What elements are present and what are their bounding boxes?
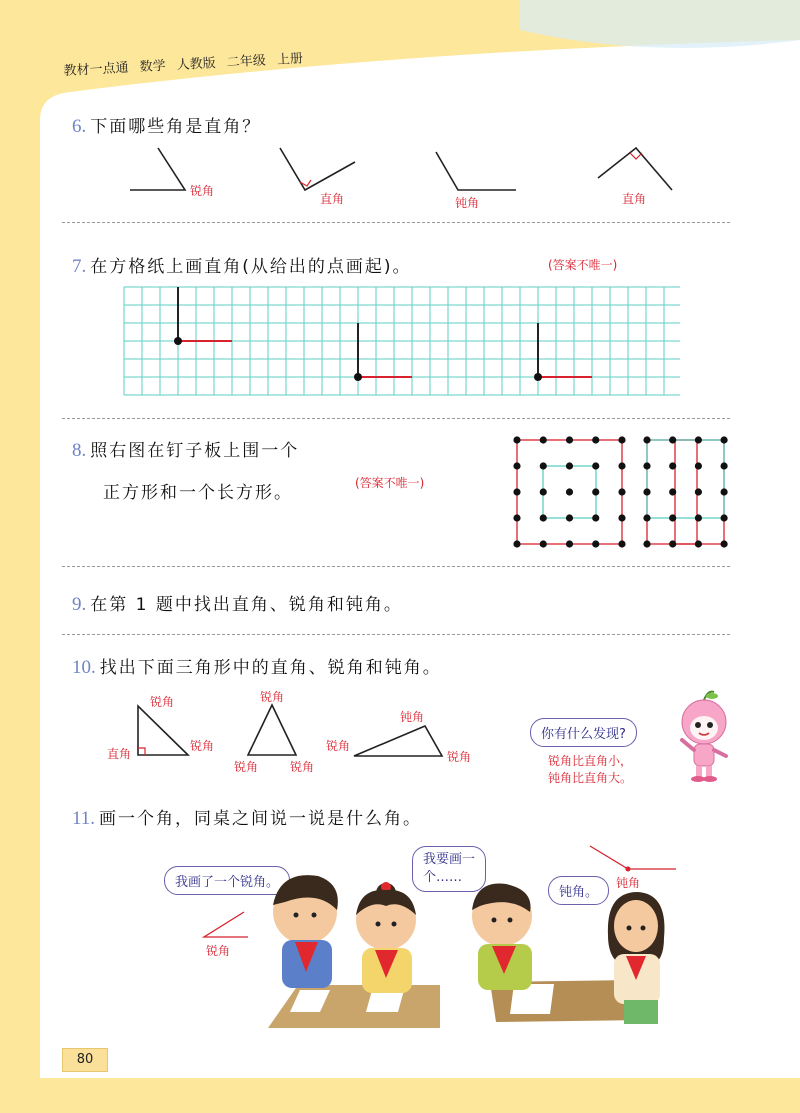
q7-note: (答案不唯一) (548, 258, 618, 272)
question-9-number: 9. (72, 594, 87, 615)
q6-answer-1: 锐角 (190, 184, 215, 198)
q11-bubble-2-line2: 个…… (423, 870, 463, 885)
question-7-number: 7. (72, 256, 87, 277)
question-8-number: 8. (72, 440, 87, 461)
q10-speech-bubble: 你有什么发现? (530, 718, 637, 747)
q10-t3-left: 锐角 (326, 739, 351, 753)
boy-1-figure (273, 875, 338, 988)
question-6-number: 6. (72, 116, 87, 137)
q6-answer-3: 钝角 (455, 196, 480, 210)
q11-label-right: 钝角 (616, 876, 641, 890)
header-grade: 二年级 (226, 53, 267, 71)
question-7-text: 在方格纸上画直角(从给出的点画起)。 (90, 257, 412, 277)
girl-1-figure (356, 882, 416, 993)
question-11-number: 11. (72, 808, 96, 829)
q10-t1-left: 直角 (107, 747, 132, 761)
header-book: 教材一点通 (63, 60, 129, 79)
header-volume: 上册 (276, 51, 304, 68)
q10-t1-top: 锐角 (150, 695, 175, 709)
q11-bubble-3: 钝角。 (548, 876, 609, 905)
q10-t3-top: 钝角 (400, 710, 425, 724)
q11-acute-angle-drawing (204, 912, 248, 937)
question-9-text: 在第 1 题中找出直角、锐角和钝角。 (90, 595, 403, 615)
header-edition: 人教版 (176, 56, 217, 74)
page-number: 80 (62, 1048, 108, 1072)
boy-2-figure (472, 884, 532, 990)
question-8-text-line1: 照右图在钉子板上围一个 (90, 441, 300, 461)
q10-t1-right: 锐角 (190, 739, 215, 753)
q6-answer-4: 直角 (622, 192, 647, 206)
question-11-text: 画一个角，同桌之间说一说是什么角。 (99, 809, 423, 829)
q10-answer-line2: 钝角比直角大。 (548, 771, 633, 785)
question-8-text-line2: 正方形和一个长方形。 (103, 483, 293, 503)
q10-t3-right: 锐角 (447, 750, 472, 764)
q11-obtuse-angle-drawing (590, 846, 676, 869)
question-10-text: 找出下面三角形中的直角、锐角和钝角。 (99, 658, 442, 678)
q11-bubble-1: 我画了一个锐角。 (164, 866, 290, 895)
header-subject: 数学 (139, 58, 167, 76)
q10-t2-left: 锐角 (234, 760, 259, 774)
q10-t2-top: 锐角 (260, 690, 285, 704)
q11-bubble-2-line1: 我要画一 (423, 852, 476, 867)
q8-note: (答案不唯一) (355, 476, 425, 490)
q10-answer-line1: 锐角比直角小， (548, 754, 633, 768)
question-10-number: 10. (72, 657, 96, 678)
question-6-text: 下面哪些角是直角？ (90, 117, 262, 137)
q6-answer-2: 直角 (320, 192, 345, 206)
q10-t2-right: 锐角 (290, 760, 315, 774)
q11-label-left: 锐角 (206, 944, 231, 958)
